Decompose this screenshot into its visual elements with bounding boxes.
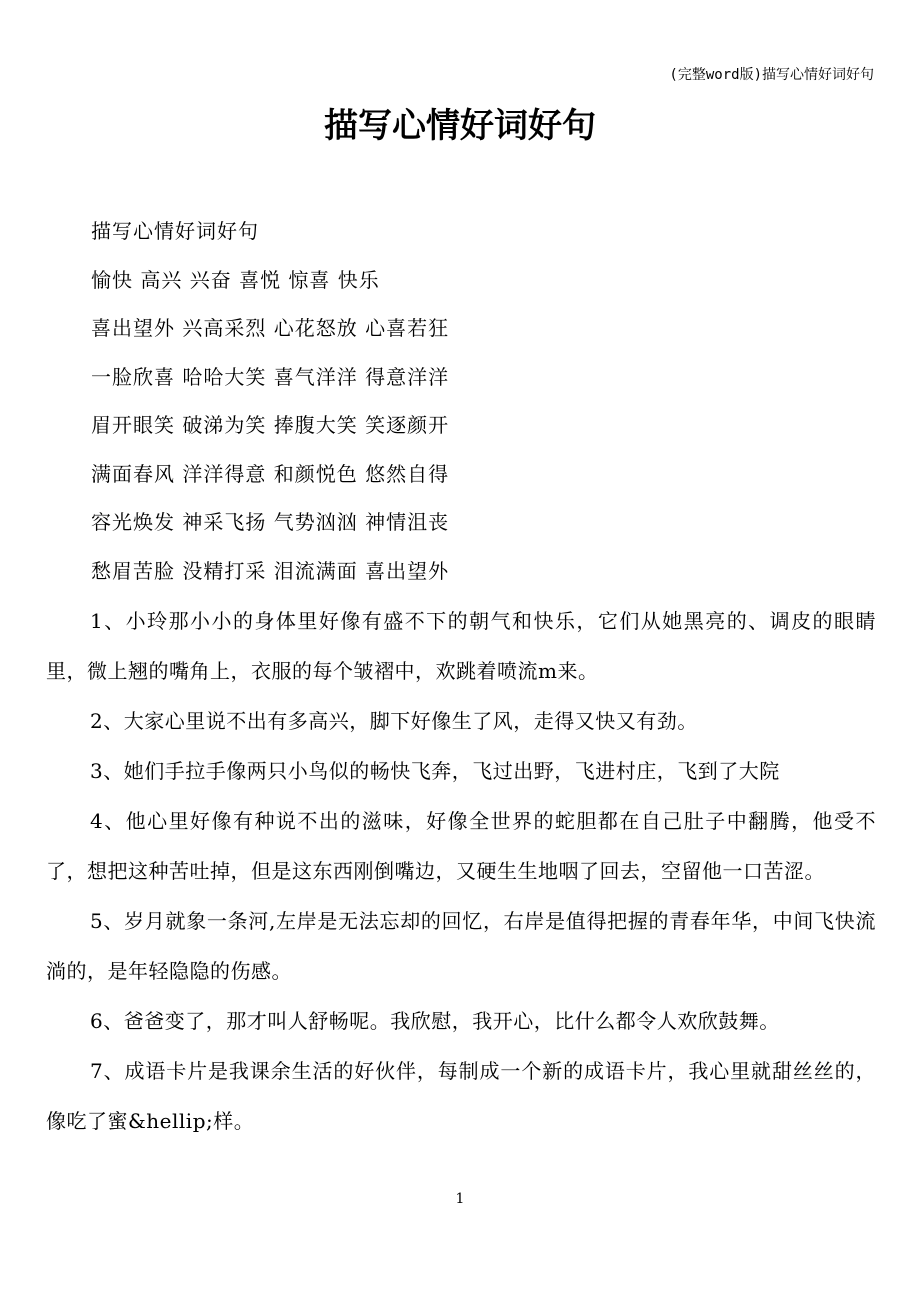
sentence-paragraph: 4、他心里好像有种说不出的滋味，好像全世界的蛇胆都在自己肚子中翻腾，他受不了，想把这种苦吐掉，但是这东西刚倒嘴边，又硬生生地咽了回去，空留他一口苦涩。 [46, 809, 876, 883]
word-line: 眉开眼笑 破涕为笑 捧腹大笑 笑逐颜开 [91, 413, 450, 437]
page-title: 描写心情好词好句 [324, 106, 596, 146]
sentence-paragraph: 2、大家心里说不出有多高兴，脚下好像生了风，走得又快又有劲。 [90, 709, 698, 733]
sentence-paragraph: 7、成语卡片是我课余生活的好伙伴，每制成一个新的成语卡片，我心里就甜丝丝的，像吃了蜜&hellip;样。 [46, 1059, 876, 1133]
page-number: 1 [455, 1191, 465, 1207]
word-line: 容光焕发 神采飞扬 气势汹汹 神情沮丧 [91, 510, 450, 534]
sentence-paragraph: 3、她们手拉手像两只小鸟似的畅快飞奔，飞过出野，飞进村庄，飞到了大院 [90, 759, 780, 783]
word-list-heading: 描写心情好词好句 [91, 219, 259, 243]
running-header: (完整word版)描写心情好词好句 [669, 67, 874, 83]
word-line: 愉快 高兴 兴奋 喜悦 惊喜 快乐 [91, 267, 380, 292]
sentence-paragraph: 5、岁月就象一条河,左岸是无法忘却的回忆，右岸是值得把握的青春年华，中间飞快流淌的，是年轻隐隐的伤感。 [46, 909, 876, 983]
word-line: 满面春风 洋洋得意 和颜悦色 悠然自得 [91, 461, 450, 486]
word-line: 一脸欣喜 哈哈大笑 喜气洋洋 得意洋洋 [91, 364, 450, 389]
word-line: 喜出望外 兴高采烈 心花怒放 心喜若狂 [91, 316, 450, 340]
sentence-list [46, 596, 876, 1146]
word-line: 愁眉苦脸 没精打采 泪流满面 喜出望外 [91, 558, 450, 583]
sentence-paragraph: 1、小玲那小小的身体里好像有盛不下的朝气和快乐，它们从她黑亮的、调皮的眼睛里，微上翘的嘴角上，衣服的每个皱褶中，欢跳着喷流m来。 [46, 609, 876, 683]
sentence-paragraph: 6、爸爸变了，那才叫人舒畅呢。我欣慰，我开心，比什么都令人欢欣鼓舞。 [90, 1009, 780, 1033]
word-list [91, 207, 881, 595]
